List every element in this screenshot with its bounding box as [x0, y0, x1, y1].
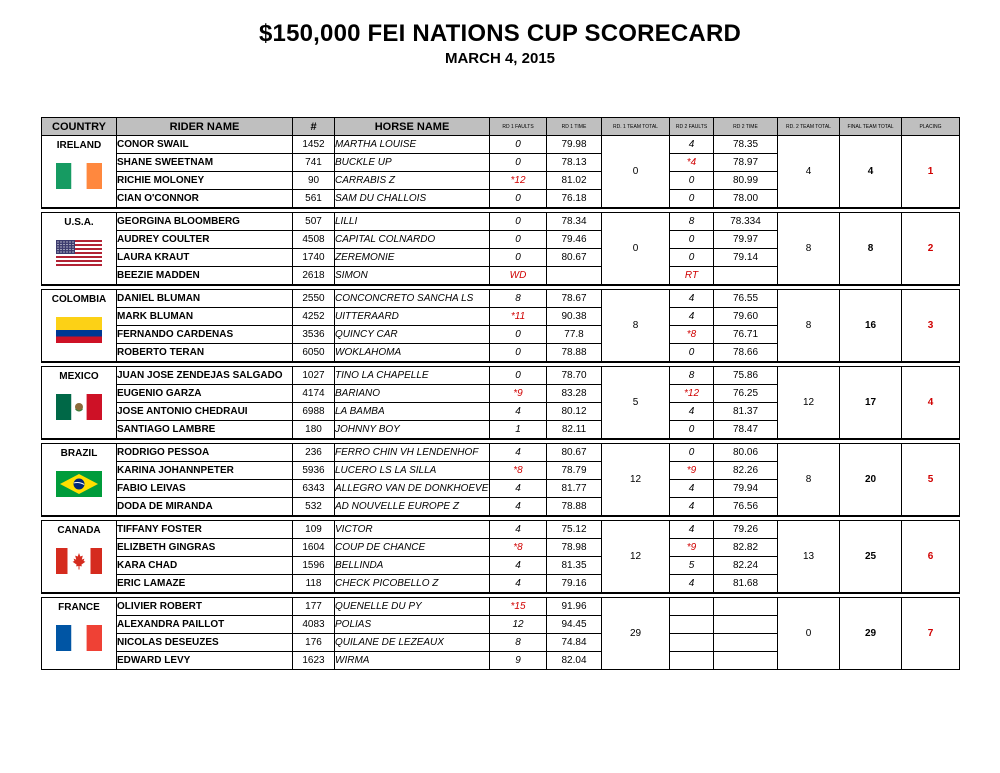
rider-number: 236	[293, 444, 335, 462]
rd2-time: 76.25	[714, 385, 778, 403]
horse-name: JOHNNY BOY	[335, 421, 490, 440]
rd1-faults: 0	[490, 344, 547, 363]
rd1-faults: 0	[490, 367, 547, 385]
rd1-time: 80.67	[547, 249, 602, 267]
rider-name: ROBERTO TERAN	[117, 344, 293, 363]
rd1-faults: 12	[490, 616, 547, 634]
france-flag-icon	[56, 625, 102, 651]
rider-number: 1596	[293, 557, 335, 575]
rd2-faults	[670, 634, 714, 652]
rider-name: SANTIAGO LAMBRE	[117, 421, 293, 440]
horse-name: SAM DU CHALLOIS	[335, 190, 490, 209]
horse-name: TINO LA CHAPELLE	[335, 367, 490, 385]
rd1-faults: 0	[490, 231, 547, 249]
rider-row	[42, 367, 960, 385]
rider-number: 561	[293, 190, 335, 209]
placing: 4	[902, 367, 960, 440]
rd2-faults: 8	[670, 213, 714, 231]
rider-row	[42, 290, 960, 308]
rider-row	[42, 521, 960, 539]
rider-name: FERNANDO CARDENAS	[117, 326, 293, 344]
horse-name: ALLEGRO VAN DE DONKHOEVE	[335, 480, 490, 498]
rider-name: ERIC LAMAZE	[117, 575, 293, 594]
rd1-time: 78.79	[547, 462, 602, 480]
rider-number: 507	[293, 213, 335, 231]
country-name: BRAZIL	[60, 448, 98, 459]
rider-name: AUDREY COULTER	[117, 231, 293, 249]
rd2-time: 80.06	[714, 444, 778, 462]
rd2-time: 76.56	[714, 498, 778, 517]
country-name: CANADA	[57, 525, 101, 536]
rd2-faults: 0	[670, 190, 714, 209]
rider-number: 176	[293, 634, 335, 652]
rd1-team-total: 5	[602, 367, 670, 440]
rd1-time: 79.16	[547, 575, 602, 594]
rd2-faults: 0	[670, 172, 714, 190]
rd2-time: 79.14	[714, 249, 778, 267]
rd2-faults: *12	[670, 385, 714, 403]
horse-name: COUP DE CHANCE	[335, 539, 490, 557]
rd1-time: 78.34	[547, 213, 602, 231]
brazil-flag-icon	[56, 471, 102, 497]
rd1-time: 80.12	[547, 403, 602, 421]
rider-name: FABIO LEIVAS	[117, 480, 293, 498]
rd1-faults: 0	[490, 213, 547, 231]
header-rd1-time: RD 1 TIME	[547, 118, 602, 136]
country-cell	[42, 521, 117, 594]
country-name: U.S.A.	[64, 217, 94, 228]
rd2-time	[714, 598, 778, 616]
placing: 5	[902, 444, 960, 517]
rd1-faults: *12	[490, 172, 547, 190]
rd1-time: 79.98	[547, 136, 602, 154]
final-team-total: 25	[840, 521, 902, 594]
rd1-time: 82.04	[547, 652, 602, 670]
rd1-faults: 0	[490, 136, 547, 154]
rd2-time: 76.71	[714, 326, 778, 344]
rider-name: CONOR SWAIL	[117, 136, 293, 154]
rd2-faults: 4	[670, 403, 714, 421]
rider-number: 1027	[293, 367, 335, 385]
rd1-faults: *9	[490, 385, 547, 403]
rd1-faults: 8	[490, 290, 547, 308]
rd2-team-total: 13	[778, 521, 840, 594]
horse-name: ZEREMONIE	[335, 249, 490, 267]
rd2-time: 78.47	[714, 421, 778, 440]
rd1-faults: *8	[490, 539, 547, 557]
rd1-team-total: 0	[602, 213, 670, 286]
header-placing: PLACING	[902, 118, 960, 136]
rd2-faults: 4	[670, 521, 714, 539]
rider-name: KARA CHAD	[117, 557, 293, 575]
country-name: COLOMBIA	[51, 294, 107, 305]
rd1-time: 91.96	[547, 598, 602, 616]
rd2-time	[714, 652, 778, 670]
country-name: IRELAND	[56, 140, 102, 151]
rider-name: SHANE SWEETNAM	[117, 154, 293, 172]
rd1-faults: *15	[490, 598, 547, 616]
rider-name: DODA DE MIRANDA	[117, 498, 293, 517]
rd1-team-total: 8	[602, 290, 670, 363]
final-team-total: 8	[840, 213, 902, 286]
header-rd1-faults: RD 1 FAULTS	[490, 118, 547, 136]
rd2-team-total: 8	[778, 213, 840, 286]
scorecard-table	[41, 117, 960, 670]
rider-row	[42, 444, 960, 462]
rider-number: 1452	[293, 136, 335, 154]
rd2-faults	[670, 616, 714, 634]
header-row	[42, 118, 960, 136]
country-cell	[42, 136, 117, 209]
mexico-flag-icon	[56, 394, 102, 420]
rd2-faults: 4	[670, 575, 714, 594]
rd2-faults: 0	[670, 231, 714, 249]
rider-row	[42, 213, 960, 231]
final-team-total: 16	[840, 290, 902, 363]
rd1-time: 75.12	[547, 521, 602, 539]
rider-number: 6988	[293, 403, 335, 421]
rider-number: 109	[293, 521, 335, 539]
rider-number: 6050	[293, 344, 335, 363]
rd1-time: 81.02	[547, 172, 602, 190]
horse-name: QUILANE DE LEZEAUX	[335, 634, 490, 652]
rider-name: EDWARD LEVY	[117, 652, 293, 670]
rd1-faults: 4	[490, 557, 547, 575]
horse-name: QUINCY CAR	[335, 326, 490, 344]
rd1-time: 79.46	[547, 231, 602, 249]
rider-number: 4083	[293, 616, 335, 634]
rd1-time: 81.77	[547, 480, 602, 498]
rd1-time: 82.11	[547, 421, 602, 440]
rd1-time: 78.88	[547, 344, 602, 363]
rider-name: OLIVIER ROBERT	[117, 598, 293, 616]
horse-name: POLIAS	[335, 616, 490, 634]
horse-name: CHECK PICOBELLO Z	[335, 575, 490, 594]
rd2-faults: 5	[670, 557, 714, 575]
horse-name: LILLI	[335, 213, 490, 231]
rd2-time: 79.94	[714, 480, 778, 498]
rider-number: 2618	[293, 267, 335, 286]
rider-name: RICHIE MOLONEY	[117, 172, 293, 190]
horse-name: BUCKLE UP	[335, 154, 490, 172]
horse-name: UITTERAARD	[335, 308, 490, 326]
header-rd2-time: RD 2 TIME	[714, 118, 778, 136]
horse-name: WIRMA	[335, 652, 490, 670]
rd1-faults: WD	[490, 267, 547, 286]
rider-name: DANIEL BLUMAN	[117, 290, 293, 308]
country-name: MEXICO	[59, 371, 99, 382]
rider-number: 6343	[293, 480, 335, 498]
rider-name: CIAN O'CONNOR	[117, 190, 293, 209]
rd1-faults: *8	[490, 462, 547, 480]
rd1-faults: *11	[490, 308, 547, 326]
rider-name: JOSE ANTONIO CHEDRAUI	[117, 403, 293, 421]
rd1-faults: 0	[490, 326, 547, 344]
placing: 2	[902, 213, 960, 286]
header-rd1-team-total: RD. 1 TEAM TOTAL	[602, 118, 670, 136]
rd1-faults: 1	[490, 421, 547, 440]
country-cell	[42, 290, 117, 363]
header-rd2-faults: RD 2 FAULTS	[670, 118, 714, 136]
rd2-team-total: 4	[778, 136, 840, 209]
rider-name: BEEZIE MADDEN	[117, 267, 293, 286]
scorecard-date: MARCH 4, 2015	[444, 50, 556, 67]
rider-number: 532	[293, 498, 335, 517]
rd1-faults: 4	[490, 480, 547, 498]
rd1-time: 94.45	[547, 616, 602, 634]
horse-name: LA BAMBA	[335, 403, 490, 421]
header-final-team-total: FINAL TEAM TOTAL	[840, 118, 902, 136]
rider-name: EUGENIO GARZA	[117, 385, 293, 403]
rider-row	[42, 598, 960, 616]
horse-name: AD NOUVELLE EUROPE Z	[335, 498, 490, 517]
rd2-team-total: 0	[778, 598, 840, 670]
horse-name: CONCONCRETO SANCHA LS	[335, 290, 490, 308]
rd2-faults: 4	[670, 480, 714, 498]
rd2-faults: 0	[670, 444, 714, 462]
rd2-faults	[670, 652, 714, 670]
final-team-total: 4	[840, 136, 902, 209]
rd1-time: 77.8	[547, 326, 602, 344]
horse-name: LUCERO LS LA SILLA	[335, 462, 490, 480]
rider-number: 3536	[293, 326, 335, 344]
rd1-time: 74.84	[547, 634, 602, 652]
rd2-time: 78.00	[714, 190, 778, 209]
rider-number: 2550	[293, 290, 335, 308]
rd1-faults: 4	[490, 444, 547, 462]
rd1-faults: 8	[490, 634, 547, 652]
rd2-faults: 4	[670, 290, 714, 308]
rd2-time: 78.334	[714, 213, 778, 231]
horse-name: SIMON	[335, 267, 490, 286]
rd2-faults: 0	[670, 249, 714, 267]
horse-name: BELLINDA	[335, 557, 490, 575]
rider-name: LAURA KRAUT	[117, 249, 293, 267]
ireland-flag-icon	[56, 163, 102, 189]
horse-name: CARRABIS Z	[335, 172, 490, 190]
placing: 1	[902, 136, 960, 209]
rider-name: ALEXANDRA PAILLOT	[117, 616, 293, 634]
rd2-time: 76.55	[714, 290, 778, 308]
rider-number: 1604	[293, 539, 335, 557]
rider-name: KARINA JOHANNPETER	[117, 462, 293, 480]
rd1-time: 78.67	[547, 290, 602, 308]
rd1-team-total: 12	[602, 521, 670, 594]
rd1-time: 80.67	[547, 444, 602, 462]
header-number: #	[293, 118, 335, 136]
rider-number: 4252	[293, 308, 335, 326]
rd2-time: 81.68	[714, 575, 778, 594]
rd1-time: 83.28	[547, 385, 602, 403]
rd2-time: 79.26	[714, 521, 778, 539]
rd1-time: 76.18	[547, 190, 602, 209]
rider-number: 4174	[293, 385, 335, 403]
rider-number: 1740	[293, 249, 335, 267]
header-rider: RIDER NAME	[117, 118, 293, 136]
rd1-faults: 9	[490, 652, 547, 670]
rd2-faults: *9	[670, 539, 714, 557]
rider-name: TIFFANY FOSTER	[117, 521, 293, 539]
rd2-faults: 4	[670, 498, 714, 517]
rd2-time: 82.26	[714, 462, 778, 480]
rider-name: ELIZBETH GINGRAS	[117, 539, 293, 557]
rd1-time: 81.35	[547, 557, 602, 575]
rd2-team-total: 8	[778, 444, 840, 517]
rider-row	[42, 136, 960, 154]
rd2-time: 82.82	[714, 539, 778, 557]
rd2-faults: *9	[670, 462, 714, 480]
placing: 6	[902, 521, 960, 594]
rider-number: 4508	[293, 231, 335, 249]
rd2-faults: 4	[670, 136, 714, 154]
country-cell	[42, 213, 117, 286]
rd2-time	[714, 634, 778, 652]
final-team-total: 17	[840, 367, 902, 440]
rd2-time: 78.97	[714, 154, 778, 172]
rd2-faults: *4	[670, 154, 714, 172]
rd2-time: 79.97	[714, 231, 778, 249]
final-team-total: 29	[840, 598, 902, 670]
rider-number: 180	[293, 421, 335, 440]
horse-name: BARIANO	[335, 385, 490, 403]
rider-number: 5936	[293, 462, 335, 480]
country-cell	[42, 444, 117, 517]
rd2-time: 80.99	[714, 172, 778, 190]
canada-flag-icon	[56, 548, 102, 574]
country-cell	[42, 367, 117, 440]
rider-number: 177	[293, 598, 335, 616]
rider-name: GEORGINA BLOOMBERG	[117, 213, 293, 231]
rd2-faults: 0	[670, 421, 714, 440]
rd1-faults: 4	[490, 575, 547, 594]
rd1-time: 78.13	[547, 154, 602, 172]
rider-number: 90	[293, 172, 335, 190]
rd2-time: 78.35	[714, 136, 778, 154]
rd2-time: 75.86	[714, 367, 778, 385]
final-team-total: 20	[840, 444, 902, 517]
rd1-team-total: 29	[602, 598, 670, 670]
rd1-team-total: 0	[602, 136, 670, 209]
rd1-faults: 0	[490, 154, 547, 172]
rd2-faults: 8	[670, 367, 714, 385]
rd1-time: 78.70	[547, 367, 602, 385]
rd2-faults: *8	[670, 326, 714, 344]
rider-name: NICOLAS DESEUZES	[117, 634, 293, 652]
horse-name: QUENELLE DU PY	[335, 598, 490, 616]
rd1-faults: 0	[490, 249, 547, 267]
header-rd2-team-total: RD. 2 TEAM TOTAL	[778, 118, 840, 136]
usa-flag-icon	[56, 240, 102, 266]
rd1-faults: 4	[490, 498, 547, 517]
rd2-faults	[670, 598, 714, 616]
placing: 7	[902, 598, 960, 670]
rd2-faults: 0	[670, 344, 714, 363]
rd2-faults: RT	[670, 267, 714, 286]
placing: 3	[902, 290, 960, 363]
scorecard-title: $150,000 FEI NATIONS CUP SCORECARD	[258, 20, 742, 47]
rd2-time: 79.60	[714, 308, 778, 326]
rd1-faults: 0	[490, 190, 547, 209]
horse-name: CAPITAL COLNARDO	[335, 231, 490, 249]
country-name: FRANCE	[58, 602, 100, 613]
rd1-time: 78.98	[547, 539, 602, 557]
rd2-time	[714, 616, 778, 634]
rd2-time: 78.66	[714, 344, 778, 363]
rd2-team-total: 12	[778, 367, 840, 440]
rd2-time: 82.24	[714, 557, 778, 575]
header-country: COUNTRY	[42, 118, 117, 136]
horse-name: VICTOR	[335, 521, 490, 539]
country-cell	[42, 598, 117, 670]
rd1-time: 78.88	[547, 498, 602, 517]
horse-name: WOKLAHOMA	[335, 344, 490, 363]
horse-name: FERRO CHIN VH LENDENHOF	[335, 444, 490, 462]
colombia-flag-icon	[56, 317, 102, 343]
rider-name: RODRIGO PESSOA	[117, 444, 293, 462]
rider-number: 1623	[293, 652, 335, 670]
rd1-time	[547, 267, 602, 286]
rd2-time	[714, 267, 778, 286]
rider-number: 741	[293, 154, 335, 172]
rd1-faults: 4	[490, 521, 547, 539]
rider-name: MARK BLUMAN	[117, 308, 293, 326]
rd2-faults: 4	[670, 308, 714, 326]
rd1-team-total: 12	[602, 444, 670, 517]
rd2-time: 81.37	[714, 403, 778, 421]
rider-name: JUAN JOSE ZENDEJAS SALGADO	[117, 367, 293, 385]
horse-name: MARTHA LOUISE	[335, 136, 490, 154]
header-horse: HORSE NAME	[335, 118, 490, 136]
rider-number: 118	[293, 575, 335, 594]
rd2-team-total: 8	[778, 290, 840, 363]
rd1-time: 90.38	[547, 308, 602, 326]
rd1-faults: 4	[490, 403, 547, 421]
